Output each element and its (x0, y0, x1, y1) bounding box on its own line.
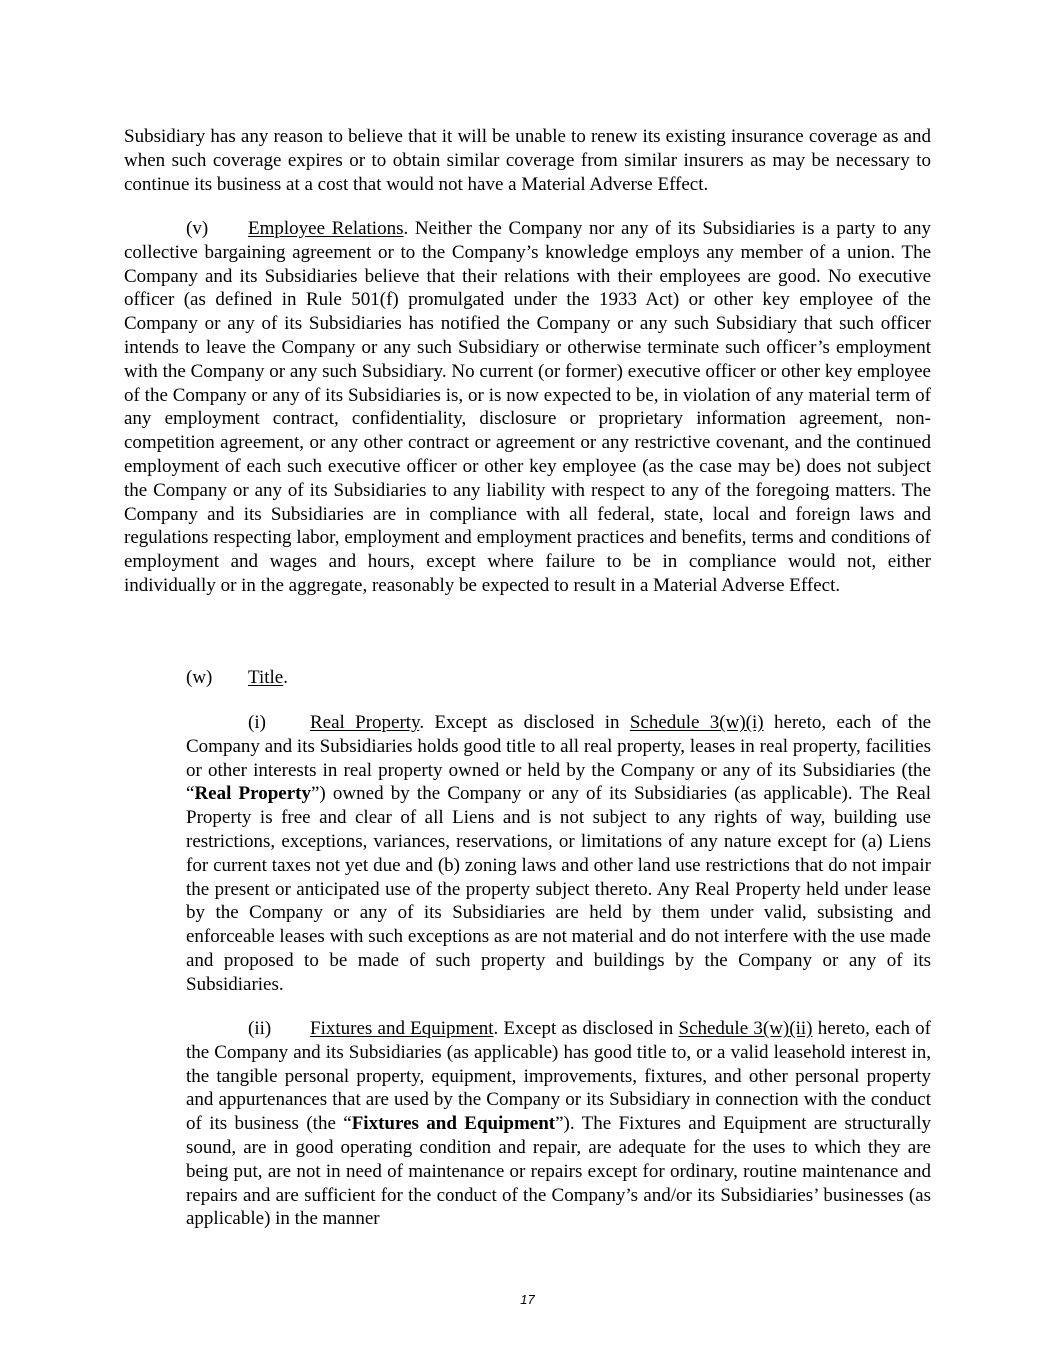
fixtures-equipment-defined-term: Fixtures and Equipment (351, 1113, 556, 1135)
section-w-ii-text-b: hereto, each of the Company and its Subsidiaries (as applicable) has good title to, or a valid leasehold interest in, the tangible personal property, equipment, improvements, fixtures, and other personal property and appurtenances that are used by the Company or its Subsidiary in connection with the conduct of its business (the “ (186, 1018, 931, 1135)
section-w-i-text-a: . Except as disclosed in (419, 712, 630, 733)
section-w-ii-paragraph (186, 1017, 931, 1231)
section-w-i-paragraph (186, 711, 931, 997)
section-v-paragraph (124, 217, 931, 598)
section-w-heading: Title (248, 667, 284, 688)
section-w-i-heading: Real Property (310, 712, 420, 733)
section-w-ii-text-a: . Except as disclosed in (493, 1018, 679, 1039)
continuation-paragraph (124, 125, 931, 196)
section-w-i-number: (i) (248, 712, 266, 733)
real-property-defined-term: Real Property (194, 783, 311, 805)
section-w-i-text-b: hereto, each of the Company and its Subsidiaries holds good title to all real property, leases in real property, facilities or other interests in real property owned or held by the Company or any of its Subsidiaries (the “ (186, 712, 931, 805)
section-w-trailing: . (283, 667, 288, 688)
schedule-3wii-reference: Schedule 3(w)(ii) (678, 1018, 813, 1039)
schedule-3wi-reference: Schedule 3(w)(i) (629, 712, 764, 733)
page-number: 17 (520, 1292, 535, 1307)
section-w-paragraph (124, 666, 931, 690)
section-w-i-text-c: ”) owned by the Company or any of its Subsidiaries (as applicable). The Real Property is free and clear of all Liens and is not subject to any rights of way, building use restrictions, exceptions, variances, reservations, or limitations of any nature except for (a) Liens for current taxes not yet due and (b) zoning laws and other land use restrictions that do not impair the present or anticipated use of the property subject thereto. Any Real Property held under lease by the Company or any of its Subsidiaries are held by them under valid, subsisting and enforceable leases with such exceptions as are not material and do not interfere with the use made and proposed to be made of such property and buildings by the Company or any of its Subsidiaries. (186, 783, 931, 995)
section-w-ii-text-c: ”). The Fixtures and Equipment are structurally sound, are in good operating condition and repair, are adequate for the uses to which they are being put, are not in need of maintenance or repairs except for ordinary, routine maintenance and repairs and are sufficient for the conduct of the Company’s and/or its Subsidiaries’ businesses (as applicable) in the manner (186, 1113, 931, 1230)
section-w-ii-number: (ii) (248, 1018, 272, 1039)
section-v-heading: Employee Relations (248, 218, 404, 239)
section-w-ii-heading: Fixtures and Equipment (310, 1018, 494, 1039)
continuation-text: Subsidiary has any reason to believe that it will be unable to renew its existing insurance coverage as and when such coverage expires or to obtain similar coverage from similar insurers as may be necessary to continue its business at a cost that would not have a Material Adverse Effect. (124, 126, 931, 195)
section-v-body: . Neither the Company nor any of its Subsidiaries is a party to any collective bargaining agreement or to the Company’s knowledge employs any member of a union. The Company and its Subsidiaries believe that their relations with their employees are good. No executive officer (as defined in Rule 501(f) promulgated under the 1933 Act) or other key employee of the Company or any of its Subsidiaries has notified the Company or any such Subsidiary that such officer intends to leave the Company or any such Subsidiary or otherwise terminate such officer’s employment with the Company or any such Subsidiary. No current (or former) executive officer or other key employee of the Company or any of its Subsidiaries is, or is now expected to be, in violation of any material term of any employment contract, confidentiality, disclosure or proprietary information agreement, non-competition agreement, or any other contract or agreement or any restrictive covenant, and the continued employment of each such executive officer or other key employee (as the case may be) does not subject the Company or any of its Subsidiaries to any liability with respect to any of the foregoing matters. The Company and its Subsidiaries are in compliance with all federal, state, local and foreign laws and regulations respecting labor, employment and employment practices and benefits, terms and conditions of employment and wages and hours, except where failure to be in compliance would not, either individually or in the aggregate, reasonably be expected to result in a Material Adverse Effect. (124, 218, 931, 596)
section-v-number: (v) (186, 218, 209, 239)
section-w-number: (w) (186, 667, 213, 688)
